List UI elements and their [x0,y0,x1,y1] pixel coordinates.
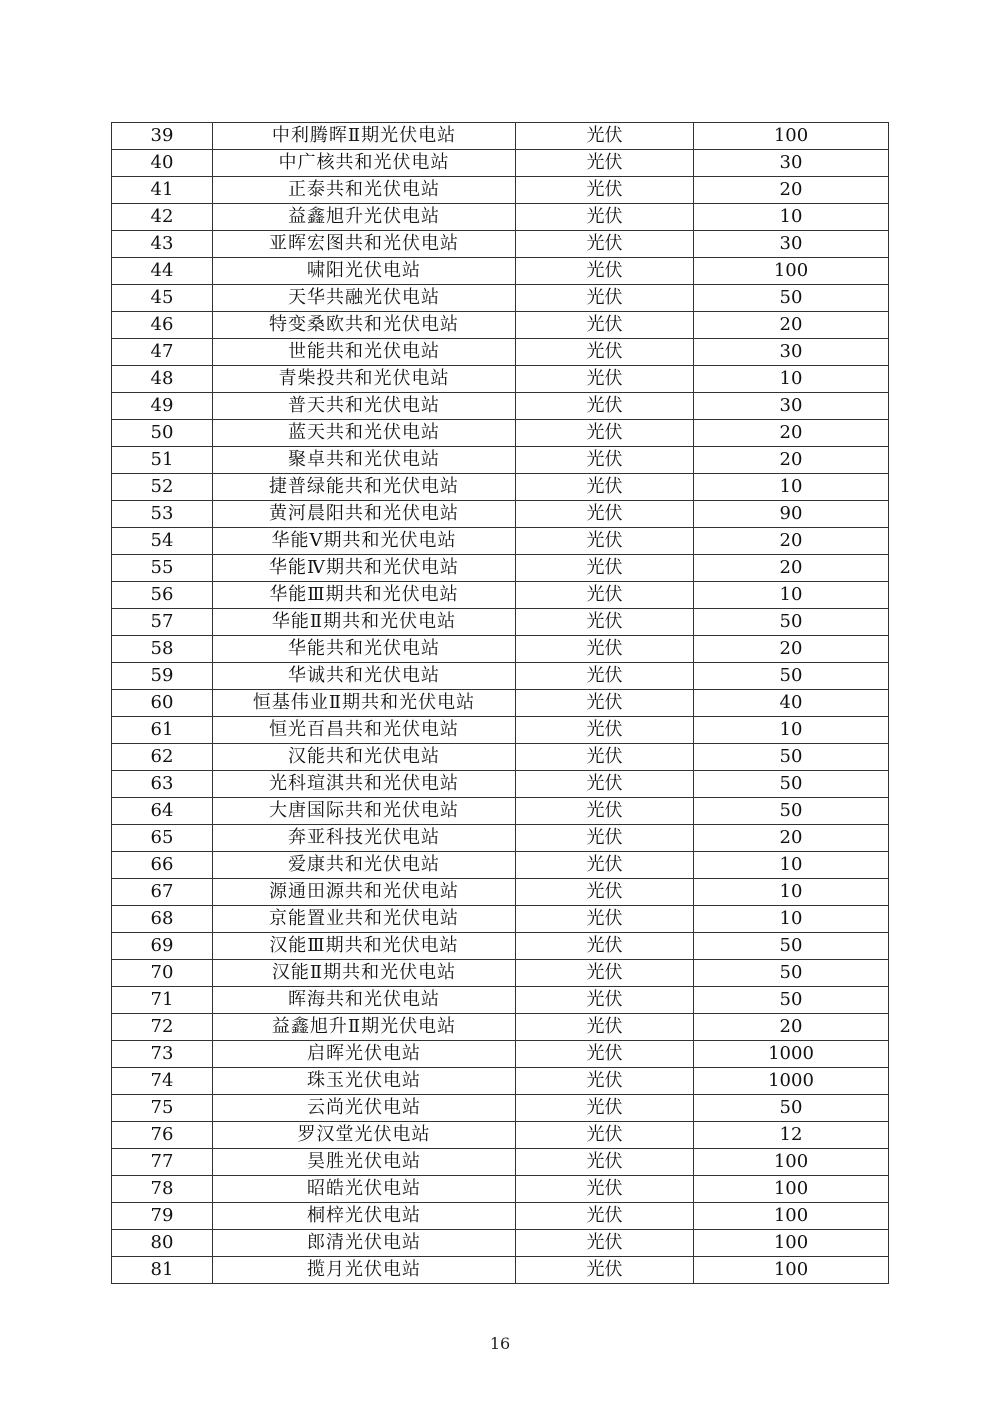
table-row [112,906,889,933]
row-number-cell: 73 [112,1041,213,1068]
capacity-cell: 100 [694,1203,889,1230]
row-number-cell: 42 [112,204,213,231]
station-type-cell: 光伏 [516,906,694,933]
station-type-cell: 光伏 [516,339,694,366]
row-number-cell: 67 [112,879,213,906]
capacity-cell: 20 [694,447,889,474]
station-type-cell: 光伏 [516,1230,694,1257]
station-name-cell: 爱康共和光伏电站 [213,852,516,879]
capacity-cell: 40 [694,690,889,717]
station-name-cell: 华能共和光伏电站 [213,636,516,663]
station-type-cell: 光伏 [516,609,694,636]
station-name-cell: 世能共和光伏电站 [213,339,516,366]
station-name-cell: 益鑫旭升光伏电站 [213,204,516,231]
capacity-cell: 50 [694,285,889,312]
table-row [112,933,889,960]
station-type-cell: 光伏 [516,1257,694,1284]
table-row [112,501,889,528]
capacity-cell: 100 [694,1230,889,1257]
capacity-cell: 50 [694,960,889,987]
row-number-cell: 49 [112,393,213,420]
station-table-body [112,123,889,1284]
capacity-cell: 20 [694,420,889,447]
table-row [112,1230,889,1257]
capacity-cell: 20 [694,312,889,339]
station-type-cell: 光伏 [516,258,694,285]
table-row [112,1041,889,1068]
station-name-cell: 大唐国际共和光伏电站 [213,798,516,825]
row-number-cell: 48 [112,366,213,393]
station-name-cell: 云尚光伏电站 [213,1095,516,1122]
table-row [112,636,889,663]
table-row [112,177,889,204]
table-row [112,528,889,555]
station-name-cell: 华能Ⅱ期共和光伏电站 [213,609,516,636]
capacity-cell: 10 [694,366,889,393]
station-name-cell: 华能Ⅴ期共和光伏电站 [213,528,516,555]
capacity-cell: 10 [694,852,889,879]
station-type-cell: 光伏 [516,987,694,1014]
station-name-cell: 汉能Ⅱ期共和光伏电站 [213,960,516,987]
table-row [112,1095,889,1122]
table-row [112,123,889,150]
capacity-cell: 10 [694,204,889,231]
station-type-cell: 光伏 [516,690,694,717]
station-name-cell: 启晖光伏电站 [213,1041,516,1068]
station-name-cell: 普天共和光伏电站 [213,393,516,420]
row-number-cell: 58 [112,636,213,663]
table-row [112,690,889,717]
row-number-cell: 65 [112,825,213,852]
station-type-cell: 光伏 [516,1068,694,1095]
capacity-cell: 20 [694,636,889,663]
row-number-cell: 50 [112,420,213,447]
row-number-cell: 72 [112,1014,213,1041]
table-row [112,420,889,447]
station-name-cell: 昊胜光伏电站 [213,1149,516,1176]
station-name-cell: 恒光百昌共和光伏电站 [213,717,516,744]
station-type-cell: 光伏 [516,798,694,825]
station-type-cell: 光伏 [516,1095,694,1122]
row-number-cell: 55 [112,555,213,582]
table-row [112,717,889,744]
station-name-cell: 华能Ⅲ期共和光伏电站 [213,582,516,609]
capacity-cell: 50 [694,609,889,636]
station-type-cell: 光伏 [516,960,694,987]
station-type-cell: 光伏 [516,474,694,501]
table-row [112,582,889,609]
station-name-cell: 汉能Ⅲ期共和光伏电站 [213,933,516,960]
row-number-cell: 80 [112,1230,213,1257]
row-number-cell: 69 [112,933,213,960]
station-name-cell: 恒基伟业Ⅱ期共和光伏电站 [213,690,516,717]
station-name-cell: 聚卓共和光伏电站 [213,447,516,474]
capacity-cell: 30 [694,339,889,366]
station-name-cell: 正泰共和光伏电站 [213,177,516,204]
station-type-cell: 光伏 [516,285,694,312]
row-number-cell: 53 [112,501,213,528]
row-number-cell: 74 [112,1068,213,1095]
capacity-cell: 50 [694,933,889,960]
table-row [112,447,889,474]
station-type-cell: 光伏 [516,1203,694,1230]
row-number-cell: 76 [112,1122,213,1149]
station-name-cell: 亚晖宏图共和光伏电站 [213,231,516,258]
table-row [112,744,889,771]
station-type-cell: 光伏 [516,771,694,798]
station-name-cell: 华诚共和光伏电站 [213,663,516,690]
station-name-cell: 昭皓光伏电站 [213,1176,516,1203]
station-name-cell: 桐梓光伏电站 [213,1203,516,1230]
row-number-cell: 47 [112,339,213,366]
station-type-cell: 光伏 [516,231,694,258]
row-number-cell: 61 [112,717,213,744]
station-type-cell: 光伏 [516,1041,694,1068]
table-row [112,1203,889,1230]
row-number-cell: 57 [112,609,213,636]
station-name-cell: 中利腾晖Ⅱ期光伏电站 [213,123,516,150]
station-type-cell: 光伏 [516,636,694,663]
table-row [112,663,889,690]
capacity-cell: 20 [694,1014,889,1041]
row-number-cell: 75 [112,1095,213,1122]
table-row [112,1257,889,1284]
capacity-cell: 10 [694,717,889,744]
station-type-cell: 光伏 [516,1014,694,1041]
row-number-cell: 46 [112,312,213,339]
table-row [112,258,889,285]
capacity-cell: 20 [694,528,889,555]
capacity-cell: 1000 [694,1068,889,1095]
table-row [112,825,889,852]
station-table [111,122,889,1284]
capacity-cell: 50 [694,987,889,1014]
station-type-cell: 光伏 [516,555,694,582]
capacity-cell: 50 [694,1095,889,1122]
station-type-cell: 光伏 [516,852,694,879]
table-row [112,366,889,393]
table-row [112,150,889,177]
capacity-cell: 20 [694,177,889,204]
station-type-cell: 光伏 [516,744,694,771]
row-number-cell: 70 [112,960,213,987]
table-row [112,1068,889,1095]
row-number-cell: 77 [112,1149,213,1176]
capacity-cell: 90 [694,501,889,528]
row-number-cell: 52 [112,474,213,501]
station-type-cell: 光伏 [516,204,694,231]
table-row [112,1149,889,1176]
station-name-cell: 奔亚科技光伏电站 [213,825,516,852]
station-name-cell: 中广核共和光伏电站 [213,150,516,177]
station-type-cell: 光伏 [516,420,694,447]
row-number-cell: 66 [112,852,213,879]
station-type-cell: 光伏 [516,933,694,960]
station-name-cell: 益鑫旭升Ⅱ期光伏电站 [213,1014,516,1041]
station-name-cell: 晖海共和光伏电站 [213,987,516,1014]
table-row [112,987,889,1014]
capacity-cell: 50 [694,744,889,771]
station-type-cell: 光伏 [516,825,694,852]
row-number-cell: 68 [112,906,213,933]
station-type-cell: 光伏 [516,1176,694,1203]
station-type-cell: 光伏 [516,879,694,906]
capacity-cell: 20 [694,555,889,582]
capacity-cell: 10 [694,879,889,906]
row-number-cell: 60 [112,690,213,717]
capacity-cell: 20 [694,825,889,852]
station-type-cell: 光伏 [516,582,694,609]
station-name-cell: 京能置业共和光伏电站 [213,906,516,933]
station-type-cell: 光伏 [516,528,694,555]
row-number-cell: 64 [112,798,213,825]
capacity-cell: 30 [694,393,889,420]
table-row [112,609,889,636]
capacity-cell: 30 [694,150,889,177]
capacity-cell: 10 [694,906,889,933]
station-name-cell: 源通田源共和光伏电站 [213,879,516,906]
station-name-cell: 汉能共和光伏电站 [213,744,516,771]
station-type-cell: 光伏 [516,501,694,528]
row-number-cell: 40 [112,150,213,177]
station-name-cell: 华能Ⅳ期共和光伏电站 [213,555,516,582]
table-row [112,1122,889,1149]
capacity-cell: 10 [694,582,889,609]
row-number-cell: 41 [112,177,213,204]
station-name-cell: 天华共融光伏电站 [213,285,516,312]
station-type-cell: 光伏 [516,150,694,177]
station-type-cell: 光伏 [516,663,694,690]
row-number-cell: 39 [112,123,213,150]
station-type-cell: 光伏 [516,717,694,744]
row-number-cell: 78 [112,1176,213,1203]
station-name-cell: 郎清光伏电站 [213,1230,516,1257]
station-name-cell: 特变桑欧共和光伏电站 [213,312,516,339]
table-row [112,474,889,501]
station-name-cell: 揽月光伏电站 [213,1257,516,1284]
station-name-cell: 青柴投共和光伏电站 [213,366,516,393]
table-row [112,555,889,582]
station-type-cell: 光伏 [516,177,694,204]
station-type-cell: 光伏 [516,1122,694,1149]
station-type-cell: 光伏 [516,1149,694,1176]
capacity-cell: 12 [694,1122,889,1149]
table-row [112,339,889,366]
table-row [112,798,889,825]
capacity-cell: 50 [694,771,889,798]
row-number-cell: 63 [112,771,213,798]
capacity-cell: 50 [694,798,889,825]
row-number-cell: 59 [112,663,213,690]
row-number-cell: 79 [112,1203,213,1230]
table-row [112,231,889,258]
row-number-cell: 51 [112,447,213,474]
station-name-cell: 黄河晨阳共和光伏电站 [213,501,516,528]
capacity-cell: 100 [694,1257,889,1284]
table-row [112,771,889,798]
row-number-cell: 45 [112,285,213,312]
station-name-cell: 蓝天共和光伏电站 [213,420,516,447]
station-name-cell: 光科瑄淇共和光伏电站 [213,771,516,798]
capacity-cell: 100 [694,1149,889,1176]
station-name-cell: 罗汉堂光伏电站 [213,1122,516,1149]
capacity-cell: 100 [694,1176,889,1203]
capacity-cell: 1000 [694,1041,889,1068]
station-type-cell: 光伏 [516,312,694,339]
table-row [112,1014,889,1041]
station-type-cell: 光伏 [516,447,694,474]
station-type-cell: 光伏 [516,123,694,150]
table-row [112,1176,889,1203]
row-number-cell: 43 [112,231,213,258]
capacity-cell: 50 [694,663,889,690]
station-type-cell: 光伏 [516,366,694,393]
station-type-cell: 光伏 [516,393,694,420]
table-row [112,393,889,420]
table-row [112,960,889,987]
page-number: 16 [489,1334,511,1353]
table-row [112,285,889,312]
capacity-cell: 100 [694,258,889,285]
table-row [112,852,889,879]
row-number-cell: 62 [112,744,213,771]
row-number-cell: 71 [112,987,213,1014]
row-number-cell: 44 [112,258,213,285]
row-number-cell: 81 [112,1257,213,1284]
capacity-cell: 10 [694,474,889,501]
table-row [112,204,889,231]
capacity-cell: 100 [694,123,889,150]
table-row [112,312,889,339]
row-number-cell: 56 [112,582,213,609]
row-number-cell: 54 [112,528,213,555]
station-name-cell: 捷普绿能共和光伏电站 [213,474,516,501]
capacity-cell: 30 [694,231,889,258]
station-name-cell: 啸阳光伏电站 [213,258,516,285]
station-name-cell: 珠玉光伏电站 [213,1068,516,1095]
table-row [112,879,889,906]
